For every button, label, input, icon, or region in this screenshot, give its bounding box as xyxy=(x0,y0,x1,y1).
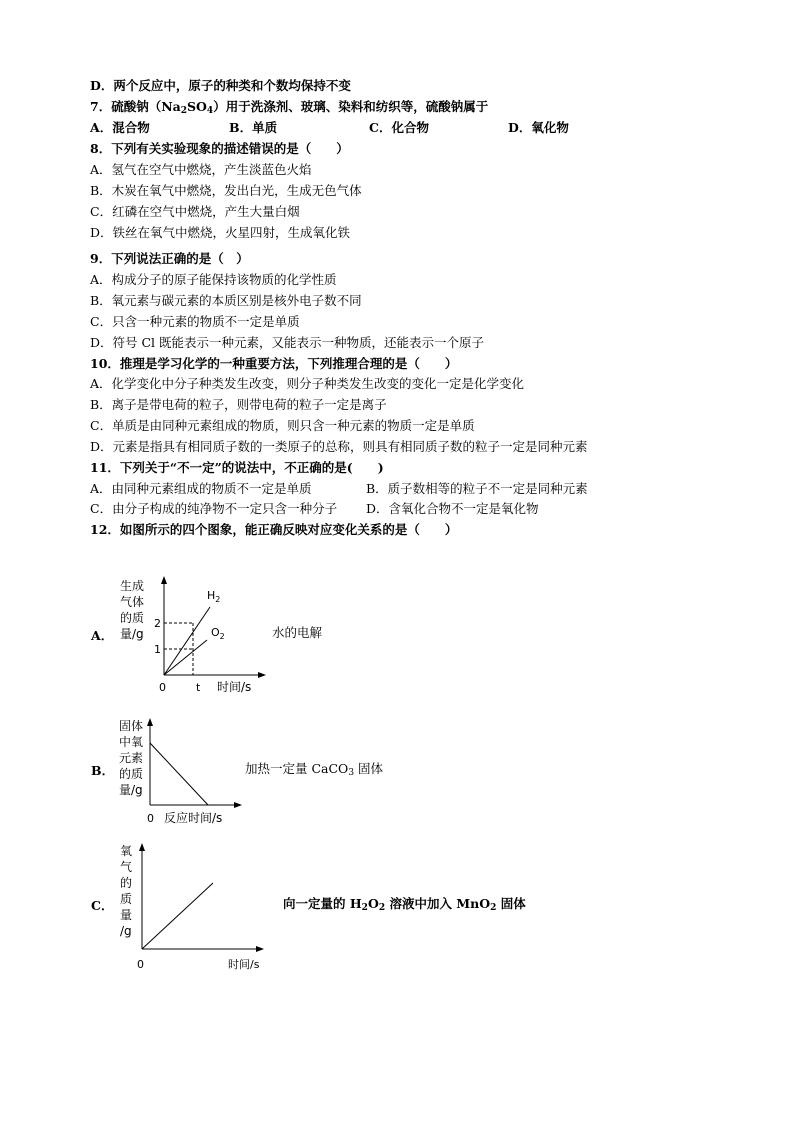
graph-a-label: A． xyxy=(91,628,114,643)
graph-a-desc: 水的电解 xyxy=(272,625,323,640)
graph-c-ylabel-6: /g xyxy=(120,924,132,938)
q7-option-d: D．氧化物 xyxy=(508,120,569,135)
graph-a-tick-t: t xyxy=(196,681,201,694)
graph-b-label: B． xyxy=(91,763,115,778)
graph-a-y-arrow xyxy=(161,576,167,584)
graph-a-tick-2: 2 xyxy=(154,617,161,630)
graph-a-ylabel-1: 生成 xyxy=(120,579,145,593)
graph-a-o2-line xyxy=(164,640,207,675)
q9-option-a: A．构成分子的原子能保持该物质的化学性质 xyxy=(90,272,337,287)
q8-option-c: C．红磷在空气中燃烧，产生大量白烟 xyxy=(90,204,300,219)
graph-b-xlabel: 反应时间/s xyxy=(164,811,223,825)
graph-c-xlabel: 时间/s xyxy=(228,958,260,971)
graph-c-y-arrow xyxy=(139,843,145,851)
graph-b-x-arrow xyxy=(234,802,242,808)
graph-c-desc: 向一定量的 $H_2O_2$ 溶液中加入 MnO$_2$ 固体 xyxy=(283,896,526,913)
graph-a-x-arrow xyxy=(258,672,266,678)
q8-stem: 8．下列有关实验现象的描述错误的是（ ） xyxy=(90,141,349,156)
graph-a-origin: 0 xyxy=(159,681,166,694)
graph-b-ylabel-3: 元素 xyxy=(119,751,144,765)
q9-option-b: B．氧元素与碳元素的本质区别是核外电子数不同 xyxy=(90,293,362,308)
graph-a-h2-line xyxy=(164,607,210,675)
graph-b-origin: 0 xyxy=(147,812,154,825)
graph-c-ylabel-3: 的 xyxy=(120,876,133,890)
graph-b-desc: 加热一定量 CaCO$_3$ 固体 xyxy=(245,761,384,778)
q10-option-a: A．化学变化中分子种类发生改变，则分子种类发生改变的变化一定是化学变化 xyxy=(90,376,525,391)
graph-b-line xyxy=(150,743,208,805)
graph-a-ylabel-3: 的质 xyxy=(120,611,145,625)
q8-option-b: B．木炭在氧气中燃烧，发出白光，生成无色气体 xyxy=(90,183,362,198)
graph-b-y-arrow xyxy=(147,718,153,726)
q7-option-a: A．混合物 xyxy=(90,120,150,135)
q8-option-d: D．铁丝在氧气中燃烧，火星四射，生成氧化铁 xyxy=(90,225,351,240)
q10-option-d: D．元素是指具有相同质子数的一类原子的总称，则具有相同质子数的粒子一定是同种元素 xyxy=(90,439,588,454)
q7-option-c: C．化合物 xyxy=(369,120,429,135)
q10-stem: 10．推理是学习化学的一种重要方法，下列推理合理的是（ ） xyxy=(90,356,458,371)
graph-c-line xyxy=(142,883,213,949)
q7-option-b: B．单质 xyxy=(229,120,278,135)
q11-option-d: D．含氧化合物不一定是氧化物 xyxy=(366,501,539,516)
q9-option-d: D．符号 Cl 既能表示一种元素，又能表示一种物质，还能表示一个原子 xyxy=(90,335,485,350)
q7-stem: 7．硫酸钠$(Na_2SO_4)$用于洗涤剂、玻璃、染料和纺织等，硫酸钠属于 xyxy=(90,99,489,116)
q6-option-d: D．两个反应中，原子的种类和个数均保持不变 xyxy=(90,78,351,93)
graph-a-xlabel: 时间/s xyxy=(217,680,252,694)
graph-c-label: C． xyxy=(91,898,114,913)
graph-c-origin: 0 xyxy=(137,958,144,971)
graph-c-x-arrow xyxy=(256,946,264,952)
graph-c-ylabel-5: 量 xyxy=(120,908,133,922)
graph-c xyxy=(110,835,280,975)
q11-option-a: A．由同种元素组成的物质不一定是单质 xyxy=(90,481,312,496)
q10-option-c: C．单质是由同种元素组成的物质，则只含一种元素的物质一定是单质 xyxy=(90,418,475,433)
q9-stem: 9．下列说法正确的是（ ） xyxy=(90,251,249,266)
q12-stem: 12．如图所示的四个图象，能正确反映对应变化关系的是（ ） xyxy=(90,522,458,537)
graph-c-ylabel-1: 氧 xyxy=(120,844,133,858)
graph-b-ylabel-1: 固体 xyxy=(119,719,144,733)
graph-b-ylabel-4: 的质 xyxy=(119,767,144,781)
q11-option-b: B．质子数相等的粒子不一定是同种元素 xyxy=(366,481,588,496)
graph-a xyxy=(110,570,280,700)
q10-option-b: B．离子是带电荷的粒子，则带电荷的粒子一定是离子 xyxy=(90,397,387,412)
graph-b xyxy=(110,710,260,830)
graph-a-ylabel-2: 气体 xyxy=(120,595,145,609)
q9-option-c: C．只含一种元素的物质不一定是单质 xyxy=(90,314,300,329)
graph-a-series-o2: $O_2$ xyxy=(211,626,225,641)
graph-c-ylabel-2: 气 xyxy=(120,860,133,874)
q11-stem: 11．下列关于“不一定”的说法中，不正确的是( ) xyxy=(90,460,384,475)
graph-b-ylabel-5: 量/g xyxy=(119,783,143,797)
graph-a-tick-1: 1 xyxy=(154,643,161,656)
q8-option-a: A．氢气在空气中燃烧，产生淡蓝色火焰 xyxy=(90,162,312,177)
graph-c-ylabel-4: 质 xyxy=(120,892,133,906)
graph-a-series-h2: $H_2$ xyxy=(207,589,221,604)
graph-b-ylabel-2: 中氧 xyxy=(119,735,144,749)
q11-option-c: C．由分子构成的纯净物不一定只含一种分子 xyxy=(90,501,338,516)
graph-a-ylabel-4: 量/g xyxy=(120,627,144,641)
